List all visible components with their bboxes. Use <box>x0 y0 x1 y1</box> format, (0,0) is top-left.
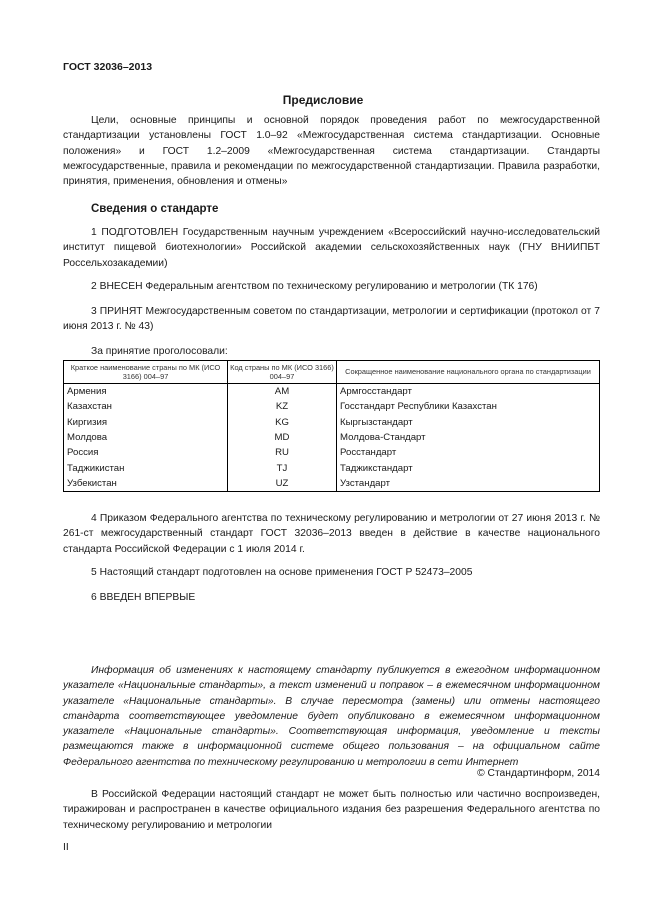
standard-code-header: ГОСТ 32036–2013 <box>63 61 153 73</box>
country-code: AM <box>228 384 337 400</box>
foreword-text: Цели, основные принципы и основной порядок проведения работ по межгосударственной стандартизации установлены ГОСТ 1.0–92 «Межгосударственная система стандартизации. Основные положения» и ГОСТ 1.2–2009 «Межгосударственная система стандартизации. Стандарты межгосударственные, правила и рекомендации по межгосударственной стандартизации. Правила разработки, принятия, применения, обновления и отмены» <box>63 115 600 188</box>
country-code: KG <box>228 415 337 430</box>
item-basis: 5 Настоящий стандарт подготовлен на основе применения ГОСТ Р 52473–2005 <box>91 567 473 578</box>
standards-body: Армгосстандарт <box>337 384 600 400</box>
table-row <box>64 430 600 445</box>
item-adopted: 3 ПРИНЯТ Межгосударственным советом по стандартизации, метрологии и сертификации (протокол от 7 июня 2013 г. № 43) <box>63 306 600 333</box>
info-section-title: Сведения о стандарте <box>91 203 219 215</box>
table-header-body: Сокращенное наименование национального органа по стандартизации <box>337 361 600 384</box>
item-enacted: 4 Приказом Федерального агентства по техническому регулированию и метрологии от 27 июня 2013 г. № 261-ст межгосударственный стандарт ГОСТ 32036–2013 введен в действие в качестве национального стандарта Российской Федерации с 1 июля 2014 г. <box>63 513 600 555</box>
table-header-code: Код страны по МК (ИСО 3166) 004–97 <box>228 361 337 384</box>
standards-body: Узстандарт <box>337 476 600 492</box>
standards-body: Госстандарт Республики Казахстан <box>337 399 600 414</box>
item-first-introduced: 6 ВВЕДЕН ВПЕРВЫЕ <box>91 592 196 603</box>
table-header-country: Краткое наименование страны по МК (ИСО 3166) 004–97 <box>64 361 228 384</box>
page-number: II <box>63 842 69 853</box>
table-row <box>64 399 600 414</box>
country-name: Молдова <box>64 430 228 445</box>
item-prepared: 1 ПОДГОТОВЛЕН Государственным научным учреждением «Всероссийский научно-исследовательский институт пищевой биотехнологии» Российской академии сельскохозяйственных наук (ГНУ ВНИИПБТ Россельхозакадемии) <box>63 227 600 269</box>
changes-info-notice: Информация об изменениях к настоящему стандарту публикуется в ежегодном информационном указателе «Национальные стандарты», а текст изменений и поправок – в ежемесячном информационном указателе «Национальные стандарты». В случае пересмотра (замены) или отмены настоящего стандарта соответствующее уведомление будет опубликовано в ежемесячном информационном указателе «Национальные стандарты». Соответствующая информация, уведомление и тексты размещаются также в информационной системе общего пользования – на официальном сайте Федерального агентства по техническому регулированию и метрологии в сети Интернет <box>63 665 600 768</box>
table-header-row <box>64 361 600 384</box>
country-name: Казахстан <box>64 399 228 414</box>
standards-body: Росстандарт <box>337 445 600 460</box>
country-name: Россия <box>64 445 228 460</box>
country-code: MD <box>228 430 337 445</box>
country-name: Узбекистан <box>64 476 228 492</box>
foreword-title: Предисловие <box>282 93 364 107</box>
country-code: RU <box>228 445 337 460</box>
table-row <box>64 445 600 460</box>
country-name: Таджикистан <box>64 460 228 475</box>
item-introduced: 2 ВНЕСЕН Федеральным агентством по техническому регулированию и метрологии (ТК 176) <box>91 281 538 292</box>
standards-body: Таджикстандарт <box>337 460 600 475</box>
copyright-line: © Стандартинформ, 2014 <box>477 768 600 779</box>
country-name: Армения <box>64 384 228 400</box>
country-name: Киргизия <box>64 415 228 430</box>
voting-table <box>63 360 600 492</box>
country-code: KZ <box>228 399 337 414</box>
voted-label: За принятие проголосовали: <box>91 346 228 357</box>
country-code: UZ <box>228 476 337 492</box>
reproduction-notice: В Российской Федерации настоящий стандарт не может быть полностью или частично воспроизведен, тиражирован и распространен в качестве официального издания без разрешения Федерального агентства по техническому регулированию и метрологии <box>63 789 600 831</box>
table-row <box>64 476 600 492</box>
table-row <box>64 384 600 400</box>
standards-body: Молдова-Стандарт <box>337 430 600 445</box>
country-code: TJ <box>228 460 337 475</box>
table-row <box>64 460 600 475</box>
table-row <box>64 415 600 430</box>
standards-body: Кыргызстандарт <box>337 415 600 430</box>
